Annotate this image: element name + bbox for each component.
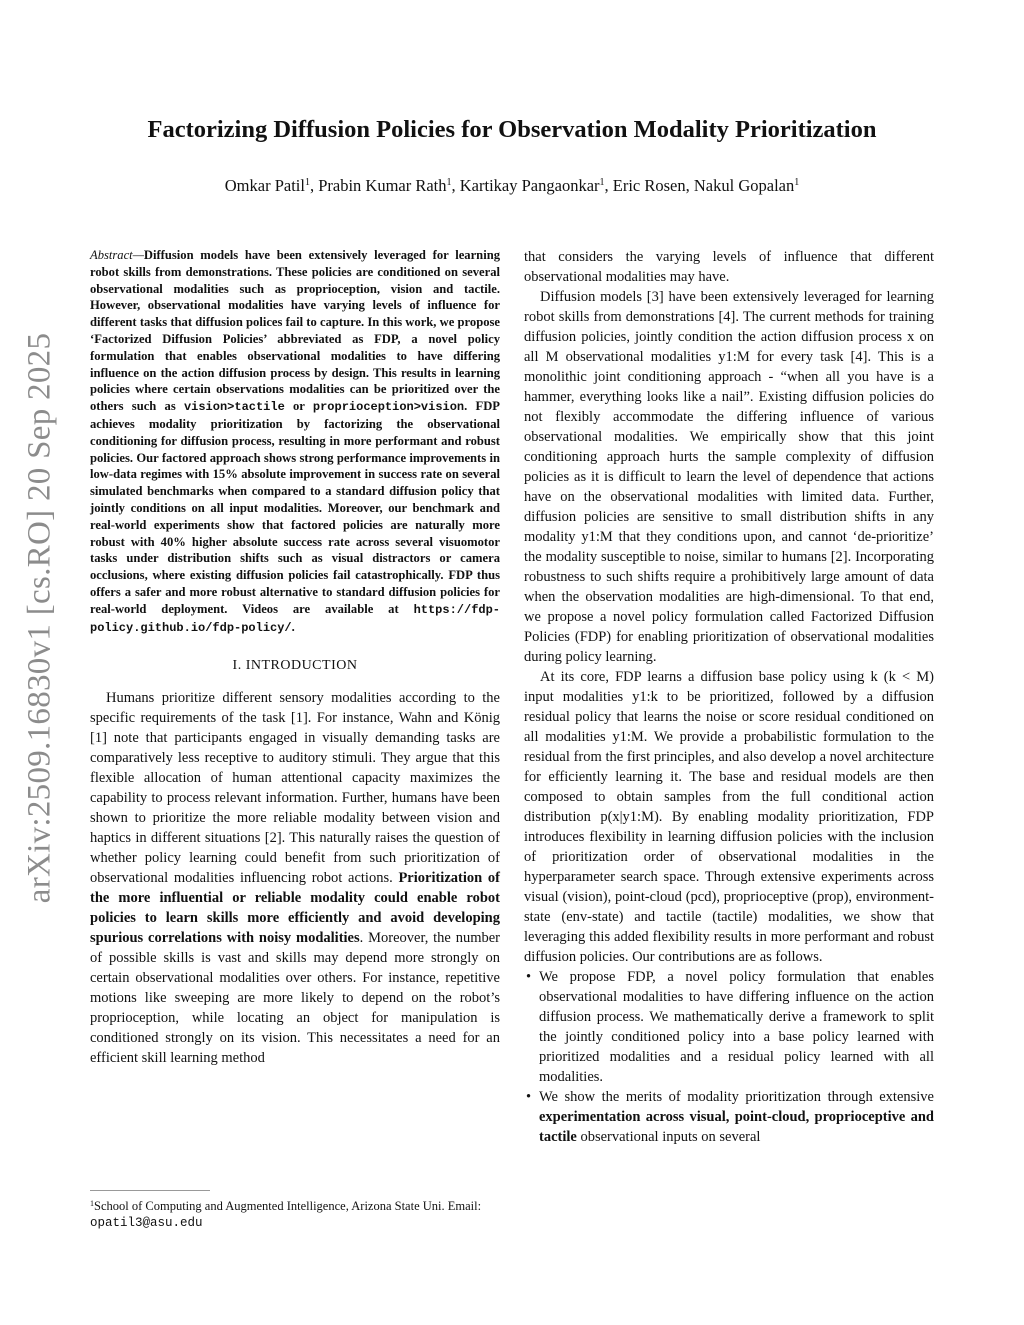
contribution-text: observational inputs on several <box>576 1129 761 1145</box>
author-name: Prabin Kumar Rath <box>318 176 447 195</box>
intro-paragraph: At its core, FDP learns a diffusion base policy using k (k < M) input modalities y1:k to be prioritized, followed by a diffusion residual policy that learns the noise or score residual conditioned on all modalities y1:M. We provide a probabilistic formulation to the residual from the first principles, and also develop a novel architecture for efficiently learning it. The base and residual models are then composed to obtain samples from the full conditional action distribution p(x|y1:M). By enabling modality prioritization, FDP introduces flexibility in learning diffusion policies with the inclusion of prioritization order of observational modalities in the hyperparameter search space. Through extensive experiments across visual (vision), point-cloud (pcd), proprioceptive (prop), environment-state (env-state) and tactile (tactile) modalities, we show that leveraging this added flexibility results in more performant and robust diffusion policies. Our contributions are as follows. <box>524 669 934 965</box>
author-list: Omkar Patil$^1$, Prabin Kumar Rath$^1$, Kartikay Pangaonkar$^1$, Eric Rosen, Nakul Gopalan$^1$ <box>224 176 800 195</box>
project-url-link[interactable]: https://fdp-policy.github.io/fdp-policy/ <box>90 602 500 635</box>
intro-paragraph <box>90 688 500 1068</box>
bullet-icon: • <box>526 969 532 985</box>
paragraph-bold-text: Prioritization of the more influential or reliable modality could enable robot policies to learn skills more efficiently and avoid developing spurious correlations with noisy modalities <box>90 870 500 947</box>
intro-paragraph: Diffusion models [3] have been extensively leveraged for learning robot skills from demonstrations [4]. The current methods for training diffusion policies, jointly condition the action diffusion process x on all M observational modalities y1:M for every task [4]. This is a monolithic joint conditioning approach - “when all you have is a hammer, everything looks like a nail”. Existing diffusion policies do not flexibly accommodate the differing influence of various observational modalities. We empirically show that this joint conditioning approach hurts the sample complexity of diffusion policies as it is difficult to learn the level of dependence that actions have on the observational modalities with limited data. Further, diffusion policies are sensitive to small distribution shifts in any modality y1:M that they conditions upon, and cannot ‘de-prioritize’ the modality susceptible to noise, similar to humans [2]. Incorporating robustness to such shifts require a prohibitively large amount of data when the observation modalities are high-dimensional. To that end, we propose a novel policy formulation called Factorized Diffusion Policies (FDP) for enabling prioritization of observational modalities during policy learning. <box>524 289 934 665</box>
contribution-text: We propose FDP, a novel policy formulation that enables observational modalities to have differing influence on the action diffusion process. We mathematically derive a framework to split the jointly conditioned policy into a base policy learned with prioritized modalities and a residual policy learned with all modalities. <box>539 969 934 1085</box>
arxiv-stamp <box>18 0 62 1325</box>
contribution-item <box>524 1087 934 1147</box>
author-affiliation-mark: 1 <box>794 177 800 188</box>
abstract: Abstract—Diffusion models have been extensively leveraged for learning robot skills from demonstrations. These policies are conditioned on several observational modalities such as proprioception, vision and tactile. However, observational modalities have varying levels of influence for different tasks that diffusion polices fail to capture. In this work, we propose ‘Factorized Diffusion Policies’ abbreviated as FDP, a novel policy formulation that enables observational modalities to have differing influence on the action diffusion process by design. This results in learning policies where certain observations modalities can be prioritized over the others such as vision>tactile or proprioception>vision. FDP achieves modality prioritization by factorizing the observational conditioning for diffusion process, resulting in more performant and robust policies. Our factored approach shows strong performance improvements in low-data regimes with 15% absolute improvement in success rate on several simulated benchmarks when compared to a standard diffusion policy that jointly conditions on all input modalities. Moreover, our benchmark and real-world experiments show that factored policies are naturally more robust with 40% higher absolute success rate across several visuomotor tasks under distribution shifts such as visual distractors or camera occlusions, where existing diffusion policies fail catastrophically. FDP thus offers a safer and more robust alternative to standard diffusion policies for real-world deployment. Videos are available at https://fdp-policy.github.io/fdp-policy/. <box>90 248 500 635</box>
author-affiliation-mark: 1 <box>304 177 310 188</box>
bullet-icon: • <box>526 1089 532 1105</box>
abstract-text: . <box>291 619 295 634</box>
contribution-list <box>524 967 934 1147</box>
abstract-text: Diffusion models have been extensively leveraged for learning robot skills from demonstrations. These policies are conditioned on several observational modalities such as proprioception, vision and tactile. However, observational modalities have varying levels of influence for different tasks that diffusion polices fail to capture. In this work, we propose ‘Factorized Diffusion Policies’ abbreviated as FDP, a novel policy formulation that enables observational modalities to have differing influence on the action diffusion process by design. This results in learning policies where certain observations modalities can be prioritized over the others such as <box>90 248 500 414</box>
section-heading: I. INTRODUCTION <box>232 658 358 674</box>
author-affiliation-mark: 1 <box>599 177 605 188</box>
abstract-text: . FDP achieves modality prioritization by factorizing the observational conditioning for diffusion process, resulting in more performant and robust policies. Our factored approach shows strong performance improvements in low-data regimes with 15% absolute improvement in success rate on several simulated benchmarks when compared to a standard diffusion policy that jointly conditions on all input modalities. Moreover, our benchmark and real-world experiments show that factored policies are naturally more robust with 40% higher absolute success rate across several visuomotor tasks under distribution shifts such as visual distractors or camera occlusions, where existing diffusion policies fail catastrophically. FDP thus offers a safer and more robust alternative to standard diffusion policies for real-world deployment. Videos are available at <box>90 399 500 616</box>
contribution-text: We show the merits of modality prioritization through extensive <box>539 1089 934 1105</box>
arxiv-stamp-text: arXiv:2509.16830v1 [cs.RO] 20 Sep 2025 <box>21 332 58 904</box>
footnote-text: School of Computing and Augmented Intelligence, Arizona State Uni. Email: <box>94 1199 482 1213</box>
paper-title: Factorizing Diffusion Policies for Observation Modality Prioritization <box>147 116 877 143</box>
contribution-bold-text: experimentation across visual, point-cloud, proprioceptive and tactile <box>539 1109 934 1145</box>
abstract-code: vision>tactile <box>183 400 285 415</box>
abstract-text: or <box>284 399 313 414</box>
author-name: Nakul Gopalan <box>693 176 795 195</box>
author-affiliation-mark: 1 <box>446 177 452 188</box>
footnote <box>90 1196 510 1231</box>
abstract-code: proprioception>vision <box>312 400 465 415</box>
author-name: Kartikay Pangaonkar <box>459 176 600 195</box>
paragraph-text: . Moreover, the number of possible skills is vast and skills may depend more strongly on certain observational modalities over others. For instance, repetitive motions like sweeping are more likely to depend on the robot’s proprioception, while locating an object for manipulation is conditioned strongly on its vision. This necessitates a need for an efficient skill learning method <box>90 930 501 1067</box>
footnote-email[interactable]: opatil3@asu.edu <box>90 1216 203 1230</box>
abstract-label: Abstract <box>90 248 133 262</box>
footnote-divider <box>90 1190 210 1191</box>
author-name: Omkar Patil <box>224 176 305 195</box>
author-name: Eric Rosen <box>612 176 686 195</box>
intro-paragraph: that considers the varying levels of influence that different observational modalities may have. <box>524 249 934 285</box>
footnote-mark: 1 <box>90 1199 94 1208</box>
paragraph-text: Humans prioritize different sensory modalities according to the specific requirements of the task [1]. For instance, Wahn and König [1] note that participants engaged in visually demanding tasks are comparatively less receptive to auditory stimuli. They argue that this flexible allocation of human attentional capacity maximizes the capability to process relevant information. Further, humans have been shown to prioritize the more reliable modality between vision and haptics in different situations [2]. This naturally raises the question of whether policy learning could benefit from such prioritization of observational modalities influencing robot actions. <box>90 690 500 887</box>
contribution-item <box>524 967 934 1087</box>
left-column <box>90 247 500 1068</box>
right-column <box>524 247 934 1147</box>
